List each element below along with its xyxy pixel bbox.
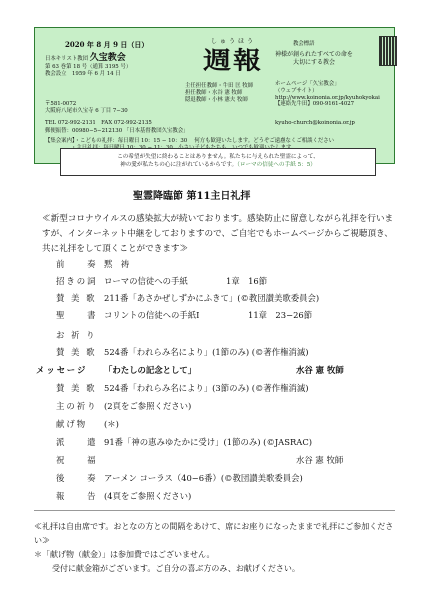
order-item <box>56 275 268 287</box>
staff-item: 主任担任教師・牛田 匡 牧師 <box>185 83 254 89</box>
address-block <box>45 101 128 115</box>
order-label: 前 奏 <box>56 259 98 269</box>
order-item <box>56 490 191 502</box>
staff-item: 隠退教師・小林 憲夫 牧師 <box>185 96 248 103</box>
postal-code: 〒581-0072 <box>45 101 77 107</box>
motto-line: 大切にする教会 <box>292 58 335 66</box>
bulletin-date: 2020 年 8 月 9 日（日） <box>65 40 149 49</box>
scripture-quote <box>60 148 376 176</box>
order-label: メッセージ <box>36 365 88 375</box>
order-label: 賛 美 歌 <box>56 383 97 393</box>
order-text: (＊) <box>104 419 119 429</box>
quote-line: この希望が失望に終わることはありません。私たちに与えられた聖霊によって、 <box>117 154 319 160</box>
preacher: 水谷 憲 牧師 <box>296 455 344 465</box>
order-text: アーメン コーラス（40−6番）(©教団讃美歌委員会) <box>104 473 303 483</box>
order-item <box>36 364 344 376</box>
order-item <box>56 382 309 394</box>
contact-phone: 【連絡先牛田】090-9161-4027 <box>275 101 355 108</box>
divider <box>34 510 395 511</box>
order-item <box>56 309 313 321</box>
postal-transfer: 郵便振替：00980−5−212130 「日本基督教団久宝教会」 <box>45 128 189 134</box>
order-item <box>56 329 104 341</box>
order-text: 黙 祷 <box>104 259 130 269</box>
order-text: 524番「われらみ名により」(1節のみ) (©著作権消滅) <box>104 347 309 357</box>
order-text: (4頁をご参照ください) <box>104 491 192 501</box>
order-text: (2頁をご参照ください) <box>104 401 192 411</box>
homepage-sub: （ウェブサイト） <box>275 87 318 94</box>
preacher: 水谷 憲 牧師 <box>296 365 344 375</box>
order-text: コリントの信徒への手紙Ⅰ <box>104 310 200 320</box>
order-text: 524番「われらみ名により」(3節のみ) (©著作権消滅) <box>104 383 309 393</box>
order-label: 招きの詞 <box>56 276 98 286</box>
founded-date: 教会設立 1959 年 6 月 14 日 <box>45 71 121 77</box>
offering-box-note: 受付に献金箱がございます。ご自分の喜ぶ方のみ、お献げください。 <box>52 564 300 573</box>
order-label: 報 告 <box>56 491 98 501</box>
order-item <box>56 346 309 358</box>
order-item <box>56 472 303 484</box>
order-ref: 1章 16節 <box>226 276 268 286</box>
order-item <box>56 418 119 430</box>
denomination: 日本キリスト教団 <box>45 56 89 62</box>
order-item <box>56 292 319 304</box>
offering-note: ＊「献げ物（献金）」は参加費ではございません。 <box>34 550 215 559</box>
order-label: 後 奏 <box>56 473 98 483</box>
qr-code-icon <box>379 36 397 66</box>
order-item <box>56 258 129 270</box>
order-text: 91番「神の恵みゆたかに受け」(1節のみ) (©JASRAC) <box>104 437 312 447</box>
seating-note: ≪礼拝は自由席です。おとなの方との間隔をあけて、席にお座りになったままで礼拝にご参加ください≫ <box>34 522 394 545</box>
meeting-item: ・こどもの礼拝：毎日曜日 10：15 − 10：30 何方も歓迎いたします。どうぞご遠慮なくご相談ください <box>74 138 335 144</box>
footer-notes <box>34 520 395 576</box>
order-label: 献げ物 <box>56 419 88 429</box>
order-item <box>56 454 344 466</box>
order-item <box>56 400 191 412</box>
homepage-label: ホームページ「久宝教会」 <box>275 81 340 87</box>
issue-number: 第 63 巻第 18 号（通算 3195 号） <box>45 64 132 71</box>
title-kana: しゅうほう <box>211 38 257 45</box>
church-info <box>45 53 131 78</box>
order-label: お 祈 り <box>56 330 97 340</box>
covid-notice: ≪新型コロナウイルスの感染拡大が続いております。感染防止に留意しながら礼拝を行いますが、インターネット中継をしておりますので、ご自宅でもホームページからご視聴頂き、共に礼拝をして頂くことができます≫ <box>42 214 394 254</box>
tel-fax: TEL 072-992-2131 FAX 072-992-2135 <box>45 120 152 126</box>
order-text: 211番「あさかぜしずかにふきて」(©教団讃美歌委員会) <box>104 293 320 303</box>
motto-line: 神様が創られたすべての命を <box>275 51 353 58</box>
service-title: 聖霊降臨節 第11主日礼拝 <box>133 191 251 202</box>
order-item <box>56 436 312 448</box>
sermon-title: 「わたしの記念として」 <box>104 365 197 375</box>
order-label: 聖 書 <box>56 310 98 320</box>
meeting-heading: 【集会案内】 <box>45 138 75 144</box>
address: 大阪府八尾市久宝寺 6 丁目 7−30 <box>45 107 128 114</box>
order-label: 賛 美 歌 <box>56 347 97 357</box>
homepage-link[interactable]: http://www.koinonia.or.jp/kyuhokyokai <box>275 94 380 101</box>
staff-item: 担任教師・水谷 憲 牧師 <box>185 89 243 96</box>
order-label: 派 遣 <box>56 437 98 447</box>
email-link[interactable]: kyuho-church@koinonia.or.jp <box>275 120 355 126</box>
church-name: 久宝教会 <box>89 53 126 63</box>
quote-reference: （ローマの信徒への手紙 5：5） <box>237 161 316 168</box>
quote-line: 神の愛が私たちの心に注がれているからです。 <box>120 161 238 168</box>
order-ref: 11章 23−26節 <box>248 310 313 320</box>
bulletin-header <box>34 27 395 164</box>
bulletin-title: 週報 <box>203 46 264 75</box>
staff-list <box>185 83 253 103</box>
motto-label: 教会標語 <box>293 41 315 47</box>
church-motto <box>275 51 353 66</box>
order-text: ローマの信徒への手紙 <box>104 276 188 286</box>
order-label: 祝 福 <box>56 455 98 465</box>
order-label: 主の祈り <box>56 401 98 411</box>
order-label: 賛 美 歌 <box>56 293 97 303</box>
homepage-info <box>275 81 380 108</box>
